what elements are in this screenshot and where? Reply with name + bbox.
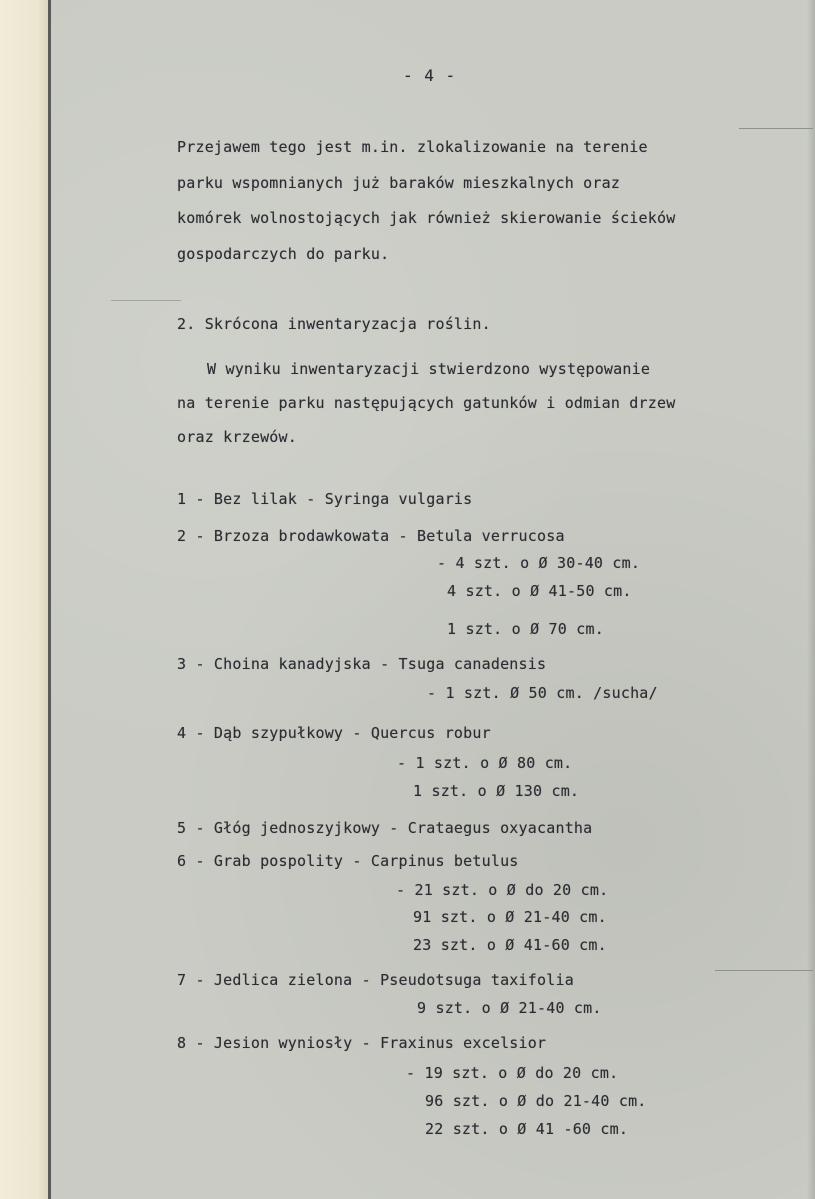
margin-mark — [739, 128, 813, 129]
measurement-line: 4 szt. o Ø 41-50 cm. — [447, 582, 632, 600]
species-line: 3 - Choina kanadyjska - Tsuga canadensis — [177, 655, 547, 673]
paragraph-line: parku wspomnianych już baraków mieszkalnych oraz — [177, 174, 621, 192]
species-line: 6 - Grab pospolity - Carpinus betulus — [177, 852, 519, 870]
paragraph-line: gospodarczych do parku. — [177, 245, 390, 263]
measurement-line: 91 szt. o Ø 21-40 cm. — [413, 908, 607, 926]
measurement-line: 22 szt. o Ø 41 -60 cm. — [425, 1120, 629, 1138]
measurement-line: - 1 szt. o Ø 80 cm. — [397, 754, 573, 772]
page-number: - 4 - — [403, 66, 457, 85]
species-line: 4 - Dąb szypułkowy - Quercus robur — [177, 724, 491, 742]
margin-mark — [715, 970, 813, 971]
margin-mark — [111, 300, 181, 301]
measurement-line: - 4 szt. o Ø 30-40 cm. — [437, 554, 641, 572]
intro-line: na terenie parku następujących gatunków i odmian drzew — [177, 394, 676, 412]
paragraph-line: Przejawem tego jest m.in. zlokalizowanie na terenie — [177, 138, 648, 156]
measurement-line: 9 szt. o Ø 21-40 cm. — [417, 999, 602, 1017]
measurement-line: - 19 szt. o Ø do 20 cm. — [406, 1064, 619, 1082]
measurement-line: 96 szt. o Ø do 21-40 cm. — [425, 1092, 647, 1110]
typewritten-page — [51, 0, 815, 1199]
section-heading: 2. Skrócona inwentaryzacja roślin. — [177, 315, 491, 333]
species-line: 1 - Bez lilak - Syringa vulgaris — [177, 490, 473, 508]
species-line: 5 - Głóg jednoszyjkowy - Crataegus oxyacantha — [177, 819, 593, 837]
measurement-line: - 21 szt. o Ø do 20 cm. — [396, 881, 609, 899]
measurement-line: 1 szt. o Ø 70 cm. — [447, 620, 604, 638]
intro-line: oraz krzewów. — [177, 428, 297, 446]
binding-strip — [0, 0, 50, 1199]
species-line: 8 - Jesion wyniosły - Fraxinus excelsior — [177, 1034, 547, 1052]
intro-line: W wyniku inwentaryzacji stwierdzono występowanie — [207, 360, 651, 378]
measurement-line: 1 szt. o Ø 130 cm. — [413, 782, 580, 800]
measurement-line: - 1 szt. Ø 50 cm. /sucha/ — [427, 684, 658, 702]
measurement-line: 23 szt. o Ø 41-60 cm. — [413, 936, 607, 954]
species-line: 2 - Brzoza brodawkowata - Betula verrucosa — [177, 527, 565, 545]
page-edge-shadow — [807, 0, 815, 1199]
paragraph-line: komórek wolnostojących jak również skierowanie ścieków — [177, 209, 676, 227]
species-line: 7 - Jedlica zielona - Pseudotsuga taxifolia — [177, 971, 574, 989]
